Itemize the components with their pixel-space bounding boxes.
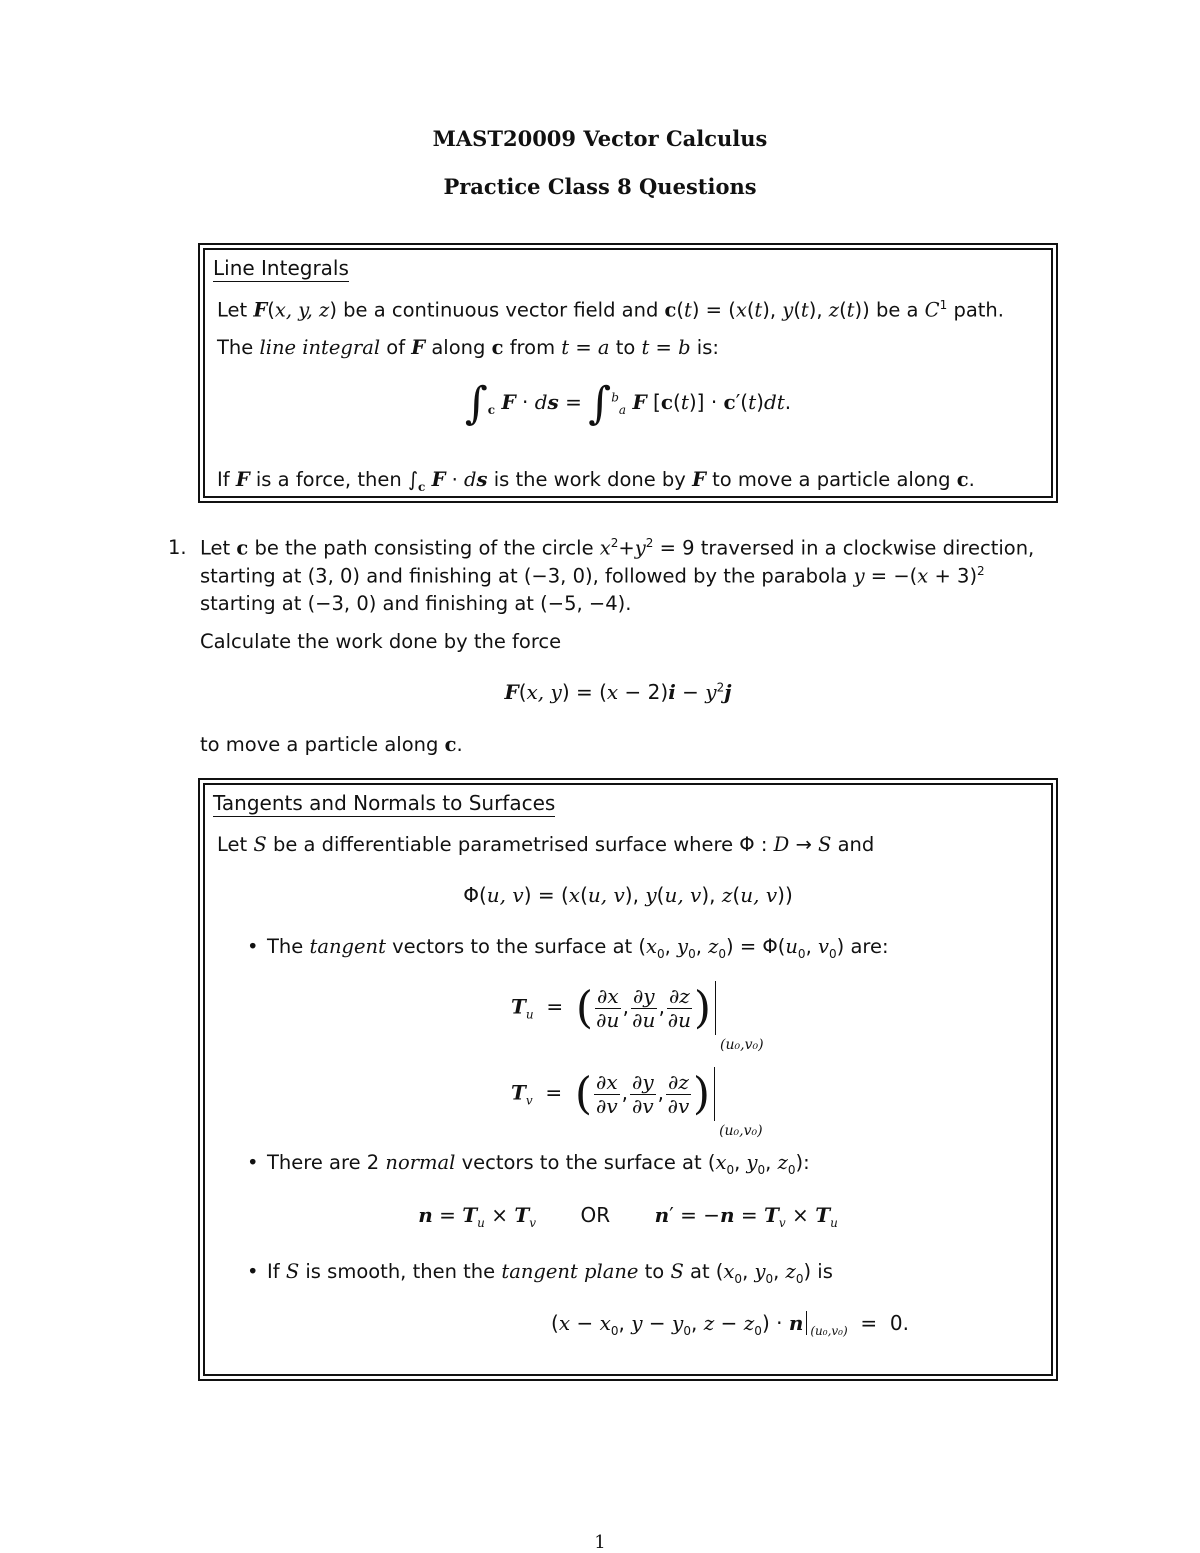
tangent-vector-tv: $T_v$ = ( $\frac{\partial x}{\partial v}$ , $\frac{\partial y}{\partial v}$ , $\frac{\partial z}{\partial v}$ ) (u₀,v₀)	[511, 1068, 763, 1139]
question-text-line-1: Let c be the path consisting of the circle $x^2+y^2 = 9$ traversed in a clockwise direction,	[200, 536, 1035, 560]
definition-line-1: Let F(x, y, z) be a continuous vector field and c(t) = (x(t), y(t), z(t)) be a $C^1$ path.	[217, 298, 1004, 322]
page-subtitle: Practice Class 8 Questions	[443, 174, 757, 199]
tangents-normals-box	[198, 778, 1058, 1381]
bullet-normal-vectors: • There are 2 normal vectors to the surface at ($x_0$, $y_0$, $z_0$):	[267, 1151, 810, 1177]
line-integral-formula: $\int_c$ F · ds = ∫$^b_a$ F [c(t)] · c′(t)dt.	[464, 378, 792, 429]
question-text-line-2: starting at (3, 0) and finishing at (−3, 0), followed by the parabola $y = -(x + 3)^2$	[200, 564, 985, 588]
question-number: 1.	[168, 536, 187, 559]
question-text-line-5: to move a particle along c.	[200, 733, 463, 756]
tangent-vector-tu: $T_u$ = ( $\frac{\partial x}{\partial u}$ , $\frac{\partial y}{\partial u}$ , $\frac{\partial z}{\partial u}$ ) (u₀,v₀)	[511, 982, 764, 1053]
box-heading-line-integrals: Line Integrals	[213, 256, 349, 280]
course-title: MAST20009 Vector Calculus	[432, 126, 768, 151]
line-integrals-box-inner	[203, 248, 1053, 498]
work-definition-line: If F is a force, then $\int_c$ F · ds is the work done by F to move a particle along c.	[217, 468, 975, 494]
question-text-line-4: Calculate the work done by the force	[200, 630, 562, 653]
line-integrals-box	[198, 243, 1058, 503]
surface-definition-line: Let S be a differentiable parametrised surface where Φ : D → S and	[217, 833, 875, 856]
box-heading-tangents-normals: Tangents and Normals to Surfaces	[213, 791, 556, 815]
force-formula: F(x, $y) = (x - 2)i - y^2j$	[504, 680, 732, 704]
normal-vectors-formula: $n = T_u \times T_v$ OR $n' = -n = T_v \times T_u$	[418, 1203, 838, 1230]
tangent-plane-formula: ($x - x_0$, $y - y_0$, $z - z_0) \cdot n$ $_{(u_0,v_0)}$ = 0.	[551, 1311, 909, 1338]
page-number: 1	[594, 1532, 606, 1553]
question-text-line-3: starting at (−3, 0) and finishing at (−5, −4).	[200, 592, 632, 615]
tangents-normals-box-inner	[203, 783, 1053, 1376]
parametrisation-formula: Φ(u, v) = (x(u, v), y(u, v), z(u, v))	[463, 883, 793, 907]
bullet-tangent-vectors: • The tangent vectors to the surface at ($x_0$, $y_0$, $z_0) = \Phi(u_0$, $v_0$) are:	[267, 935, 889, 961]
bullet-tangent-plane: • If S is smooth, then the tangent plane to S at ($x_0$, $y_0$, $z_0$) is	[267, 1260, 833, 1286]
definition-line-2: The line integral of F along c from t = a to t = b is:	[217, 336, 719, 359]
